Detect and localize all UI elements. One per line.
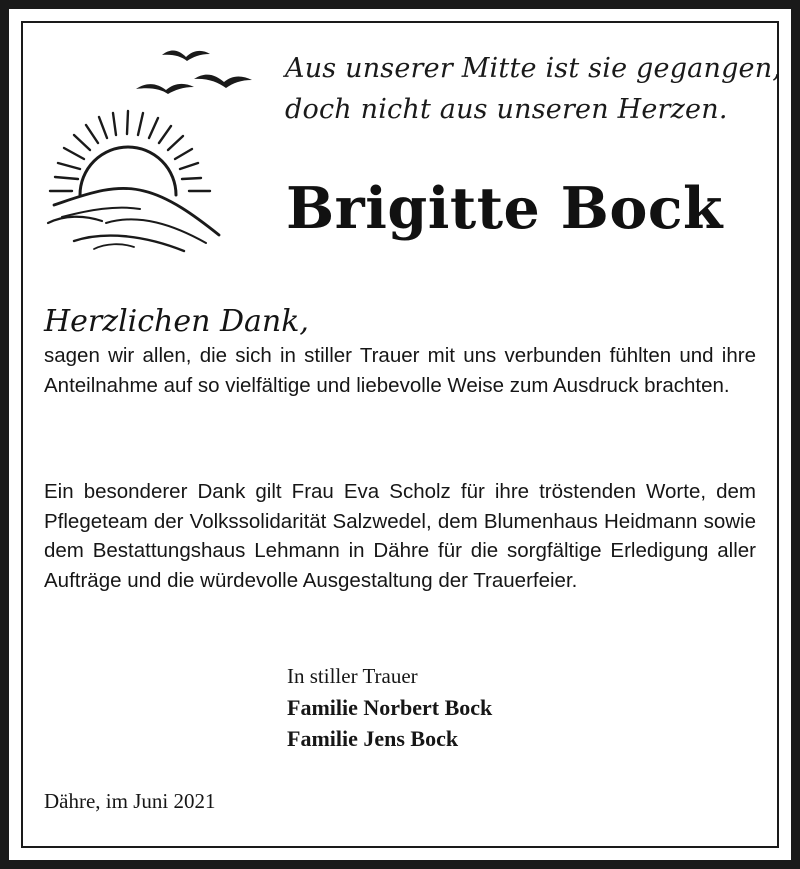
birds-icon — [136, 51, 252, 94]
signoff — [287, 661, 492, 754]
thanks-paragraph-2: Ein besonderer Dank gilt Frau Eva Scholz für ihre tröstenden Worte, dem Pflegeteam der Volkssolidarität Salzwedel, dem Blumenhaus Heidmann sowie dem Bestattungshaus Lehmann in Dähre für die sorgfältige Erledigung aller Aufträge und die würdevolle Ausgestaltung der Trauerfeier. — [44, 480, 756, 592]
thanks-paragraph-1: sagen wir allen, die sich in stiller Trauer mit uns verbunden fühlten und ihre Anteilnahme auf so vielfältige und liebevolle Weise zum Ausdruck brachten. — [44, 344, 756, 397]
sunset-illustration — [44, 45, 254, 265]
sunset-over-dunes-icon — [48, 111, 219, 251]
family-name-1: Familie Norbert Bock — [287, 695, 493, 720]
motto-line-2: doch nicht aus unseren Herzen. — [285, 94, 728, 125]
thanks-heading: Herzlichen Dank, — [44, 304, 309, 339]
motto-line-1: Aus unserer Mitte ist sie gegangen, — [285, 53, 782, 84]
signoff-intro: In stiller Trauer — [287, 664, 418, 688]
motto — [285, 48, 782, 130]
deceased-name: Brigitte Bock — [286, 175, 724, 242]
family-name-2: Familie Jens Bock — [287, 726, 459, 751]
place-and-date: Dähre, im Juni 2021 — [44, 789, 216, 813]
